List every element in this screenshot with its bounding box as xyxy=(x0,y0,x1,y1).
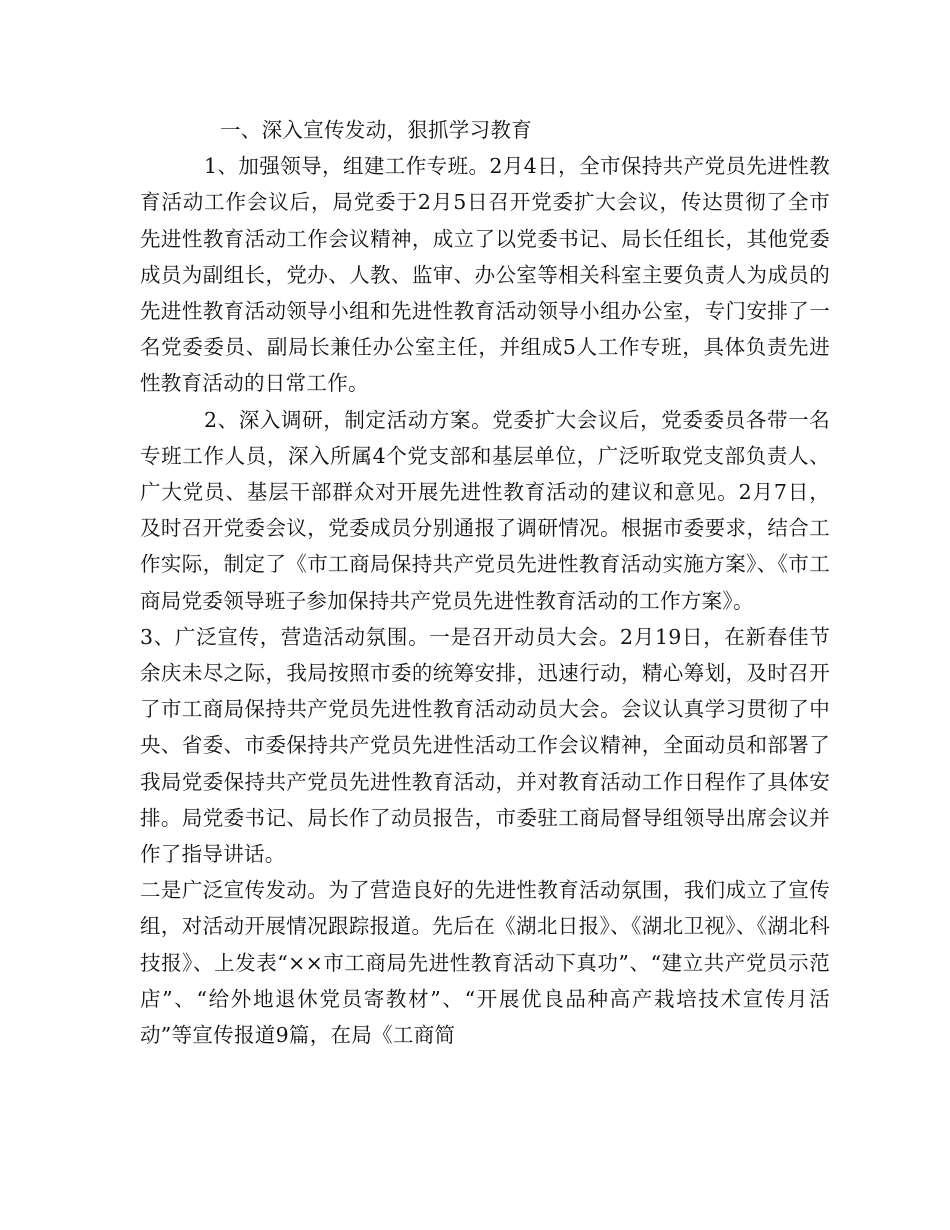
paragraph-strengthen-leadership: 1、加强领导，组建工作专班。2月4日，全市保持共产党员先进性教育活动工作会议后，局党委于2月5日召开党委扩大会议，传达贯彻了全市先进性教育活动工作会议精神，成立了以党委书记、局长任组长，其他党委成员为副组长，党办、人教、监审、办公室等相关科室主要负责人为成员的先进性教育活动领导小组和先进性教育活动领导小组办公室，专门安排了一名党委委员、副局长兼任办公室主任，并组成5人工作专班，具体负责先进性教育活动的日常工作。 xyxy=(140,154,830,396)
paragraph-publicity-mobilization: 二是广泛宣传发动。为了营造良好的先进性教育活动氛围，我们成立了宣传组，对活动开展情况跟踪报道。先后在《湖北日报》、《湖北卫视》、《湖北科技报》、上发表“××市工商局先进性教育活动下真功”、“建立共产党员示范店”、“给外地退休党员寄教材”、“开展优良品种高产栽培技术宣传月活动”等宣传报道9篇，在局《工商简 xyxy=(140,878,830,1048)
paragraph-wide-publicity: 3、广泛宣传，营造活动氛围。一是召开动员大会。2月19日，在新春佳节余庆未尽之际，我局按照市委的统筹安排，迅速行动，精心筹划，及时召开了市工商局保持共产党员先进性教育活动动员大会。会议认真学习贯彻了中央、省委、市委保持共产党员先进性活动工作会议精神，全面动员和部署了我局党委保持共产党员先进性教育活动，并对教育活动工作日程作了具体安排。局党委书记、局长作了动员报告，市委驻工商局督导组领导出席会议并作了指导讲话。 xyxy=(140,624,830,867)
paragraph-in-depth-research: 2、深入调研，制定活动方案。党委扩大会议后，党委委员各带一名专班工作人员，深入所属4个党支部和基层单位，广泛听取党支部负责人、广大党员、基层干部群众对开展先进性教育活动的建议和意见。2月7日，及时召开党委会议，党委成员分别通报了调研情况。根据市委要求，结合工作实际，制定了《市工商局保持共产党员先进性教育活动实施方案》、《市工商局党委领导班子参加保持共产党员先进性教育活动的工作方案》。 xyxy=(140,407,830,613)
document-body xyxy=(140,112,830,1053)
section-heading: 一、深入宣传发动，狠抓学习教育 xyxy=(220,118,532,142)
